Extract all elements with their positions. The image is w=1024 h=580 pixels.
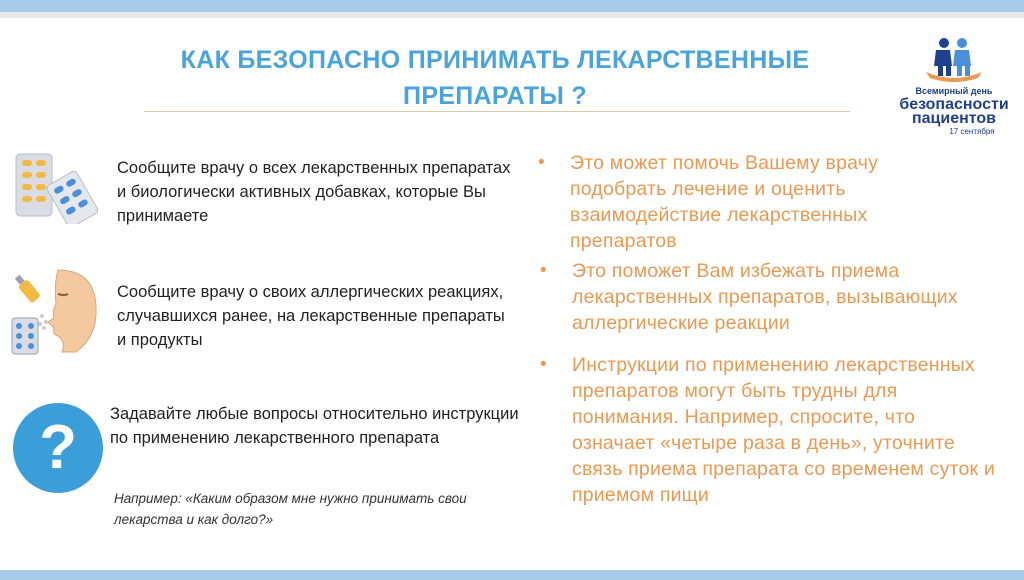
logo-text-line-3: пациентов (911, 110, 997, 127)
left-item-1-text: Сообщите врачу о всех лекарственных препаратах и биологически активных добавках, которые Вы принимаете (117, 159, 511, 225)
right-bullet-2-text: Это поможет Вам избежать приема лекарственных препаратов, вызывающих аллергические реакции (572, 260, 958, 334)
logo-text-line-2: безопасности (899, 96, 1009, 113)
top-bar (0, 0, 1024, 12)
title-line-1: КАК БЕЗОПАСНО ПРИНИМАТЬ ЛЕКАРСТВЕННЫЕ (180, 46, 810, 74)
question-icon (12, 402, 104, 494)
title-line-2: ПРЕПАРАТЫ ? (403, 82, 587, 110)
right-bullet-3 (540, 352, 1002, 508)
people-logo-icon (924, 36, 984, 84)
right-bullet-1-text: Это может помочь Вашему врачу подобрать лечение и оценить взаимодействие лекарственных препаратов (570, 152, 879, 252)
example-question: Например: «Каким образом мне нужно принимать свои лекарства и как долго?» (114, 491, 467, 527)
patient-safety-day-logo (892, 36, 1016, 140)
bullet-dot: • (538, 152, 545, 173)
right-bullet-2 (540, 258, 982, 336)
logo-text-line-4: 17 сентября (949, 127, 995, 136)
allergy-face-icon (8, 266, 100, 356)
page-title (120, 42, 870, 114)
right-bullet-1 (538, 150, 950, 254)
top-bar-shadow (0, 12, 1024, 18)
logo-text-line-1: Всемирный день (915, 86, 993, 96)
bottom-bar (0, 570, 1024, 580)
left-item-3-text: Задавайте любые вопросы относительно инструкции по применению лекарственного препарата (110, 405, 519, 447)
left-item-2-text: Сообщите врачу о своих аллергических реакциях, случавшихся ранее, на лекарственные препараты и продукты (117, 283, 505, 349)
pill-blister-icon (14, 152, 100, 224)
right-bullet-3-text: Инструкции по применению лекарственных препаратов могут быть трудны для понимания. Например, спросите, что означает «четыре раза в день», уточните связь приема препарата со временем суток и приемом пищи (572, 354, 995, 506)
bullet-dot: • (540, 354, 547, 375)
svg-text:?: ? (39, 413, 77, 482)
title-divider (144, 111, 850, 112)
bullet-dot: • (540, 260, 547, 281)
